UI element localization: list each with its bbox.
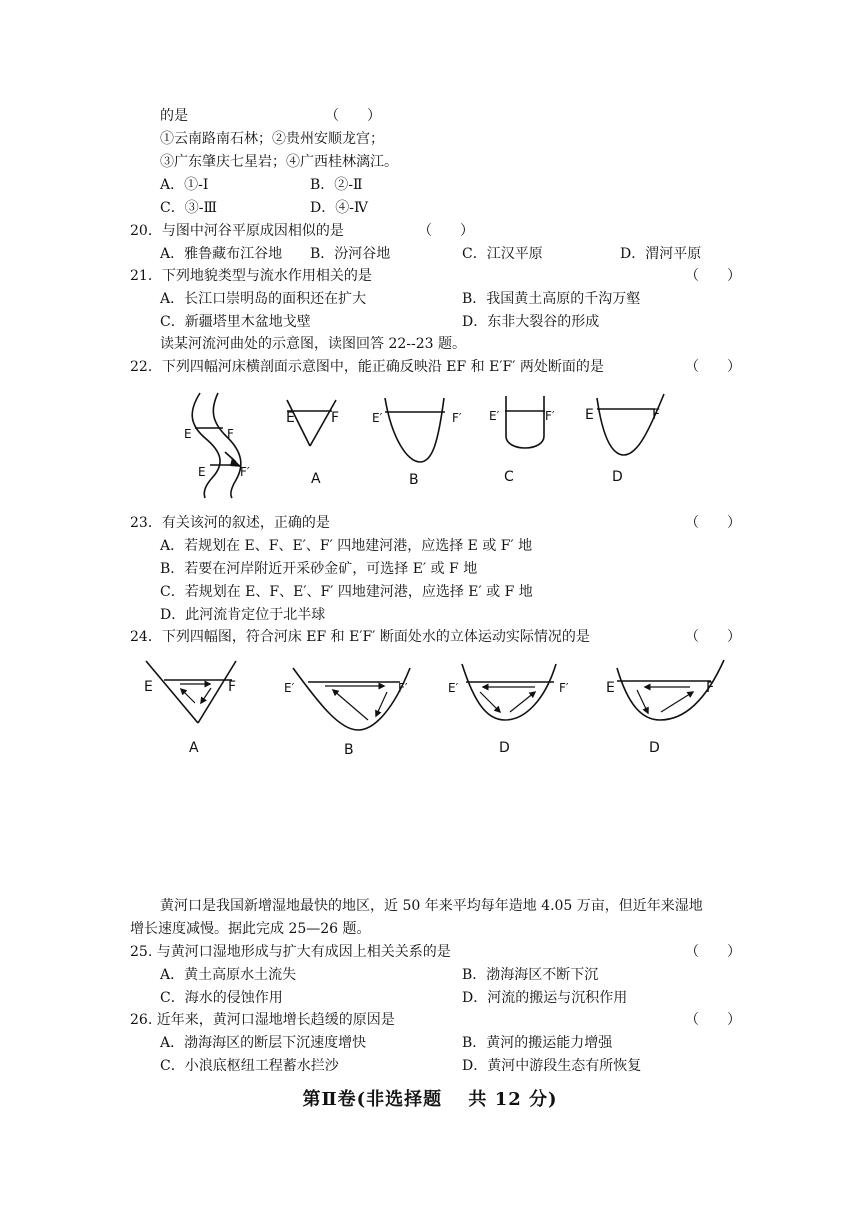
q23-option-a: A．若规划在 E、F、E′、F′ 四地建河港，应选择 E 或 F′ 地 xyxy=(160,538,533,554)
flow-panel-1 xyxy=(146,661,236,723)
q23-option-c: C．若规划在 E、F、E′、F′ 四地建河港，应选择 E′ 或 F 地 xyxy=(160,584,533,600)
q19-line2: ③广东肇庆七星岩；④广西桂林漓江。 xyxy=(160,154,398,170)
q21-answer-paren: （ ） xyxy=(685,268,741,284)
c-label-f: F′ xyxy=(545,409,555,423)
b-label-e: E′ xyxy=(372,411,383,425)
p4-caption: D xyxy=(649,740,660,756)
q23-stem: 23．有关该河的叙述，正确的是 xyxy=(130,515,330,531)
intro-25-26-line1: 黄河口是我国新增湿地最快的地区，近 50 年来平均每年造地 4.05 万亩，但近年来湿地 xyxy=(160,898,703,914)
caption-a: A xyxy=(311,471,321,487)
q25-option-b: B．渤海海区不断下沉 xyxy=(462,967,599,983)
map-label-e: E xyxy=(184,427,192,441)
q20-option-d: D．渭河平原 xyxy=(620,246,702,262)
a-label-e: E xyxy=(286,410,295,426)
caption-c: C xyxy=(504,469,514,485)
q26-option-d: D．黄河中游段生态有所恢复 xyxy=(462,1058,642,1074)
p1-caption: A xyxy=(189,740,199,756)
map-label-f: F xyxy=(227,427,234,441)
d-label-f: F xyxy=(652,407,661,423)
q25-option-a: A．黄土高原水土流失 xyxy=(160,967,297,983)
p3-label-f: F′ xyxy=(559,681,569,695)
q25-option-d: D．河流的搬运与沉积作用 xyxy=(462,990,628,1006)
p4-label-e: E xyxy=(606,680,615,696)
p2-caption: B xyxy=(344,742,354,758)
d-label-e: E xyxy=(585,407,594,423)
caption-d: D xyxy=(612,469,623,485)
intro-22-23: 读某河流河曲处的示意图，读图回答 22--23 题。 xyxy=(160,336,466,352)
map-label-e-prime: E xyxy=(198,465,206,479)
q23-option-d: D．此河流肯定位于北半球 xyxy=(160,607,326,623)
q20-option-a: A．雅鲁藏布江谷地 xyxy=(160,246,283,262)
q23-option-b: B．若要在河岸附近开采砂金矿，可选择 E′ 或 F 地 xyxy=(160,561,478,577)
q20-stem: 20．与图中河谷平原成因相似的是 xyxy=(130,223,344,239)
q20-option-b: B．汾河谷地 xyxy=(310,246,391,262)
q26-stem: 26. 近年来，黄河口湿地增长趋缓的原因是 xyxy=(130,1012,395,1028)
q21-option-b: B．我国黄土高原的千沟万壑 xyxy=(462,291,641,307)
p1-label-e: E xyxy=(144,679,153,695)
q23-answer-paren: （ ） xyxy=(685,515,741,531)
q19-answer-paren: （ ） xyxy=(325,108,381,124)
q24-stem: 24．下列四幅图，符合河床 EF 和 E′F′ 断面处水的立体运动实际情况的是 xyxy=(130,629,590,645)
q19-option-c: C．③-Ⅲ xyxy=(160,200,217,216)
q25-stem: 25. 与黄河口湿地形成与扩大有成因上相关关系的是 xyxy=(130,944,451,960)
p4-label-f: F xyxy=(706,680,715,696)
q20-option-c: C．江汉平原 xyxy=(462,246,543,262)
c-label-e: E′ xyxy=(489,409,500,423)
map-label-f-prime: F′ xyxy=(240,465,250,479)
q21-option-d: D．东非大裂谷的形成 xyxy=(462,314,600,330)
flow-panel-3 xyxy=(462,664,556,720)
q21-stem: 21．下列地貌类型与流水作用相关的是 xyxy=(130,268,372,284)
b-label-f: F′ xyxy=(452,411,462,425)
q25-option-c: C．海水的侵蚀作用 xyxy=(160,990,283,1006)
q21-option-c: C．新疆塔里木盆地戈壁 xyxy=(160,314,311,330)
a-label-f: F xyxy=(331,410,340,426)
p3-caption: D xyxy=(499,740,510,756)
q19-stem-tail: 的是 xyxy=(160,108,188,124)
p2-label-e: E′ xyxy=(284,681,295,695)
p3-label-e: E′ xyxy=(448,681,459,695)
q19-option-b: B．②-Ⅱ xyxy=(310,177,363,193)
p2-label-f: F′ xyxy=(398,681,408,695)
q21-option-a: A．长江口崇明岛的面积还在扩大 xyxy=(160,291,367,307)
q26-answer-paren: （ ） xyxy=(685,1012,741,1028)
q19-line1: ①云南路南石林；②贵州安顺龙宫； xyxy=(160,131,384,147)
p1-label-f: F xyxy=(228,679,237,695)
caption-b: B xyxy=(409,472,419,488)
q19-option-a: A．①-Ⅰ xyxy=(160,177,209,193)
q22-answer-paren: （ ） xyxy=(685,359,741,375)
flow-panel-2 xyxy=(293,668,410,730)
section-heading: 第Ⅱ卷(非选择题 共 12 分) xyxy=(302,1089,558,1110)
q26-option-a: A．渤海海区的断层下沉速度增快 xyxy=(160,1035,367,1051)
q24-answer-paren: （ ） xyxy=(685,629,741,645)
q25-answer-paren: （ ） xyxy=(685,944,741,960)
q20-answer-paren: （ ） xyxy=(418,223,474,239)
q26-option-c: C．小浪底枢纽工程蓄水拦沙 xyxy=(160,1058,339,1074)
q19-option-d: D．④-Ⅳ xyxy=(310,200,368,216)
q22-stem: 22．下列四幅河床横剖面示意图中，能正确反映沿 EF 和 E′F′ 两处断面的是 xyxy=(130,359,604,375)
q26-option-b: B．黄河的搬运能力增强 xyxy=(462,1035,613,1051)
intro-25-26-line2: 增长速度减慢。据此完成 25—26 题。 xyxy=(130,921,371,937)
